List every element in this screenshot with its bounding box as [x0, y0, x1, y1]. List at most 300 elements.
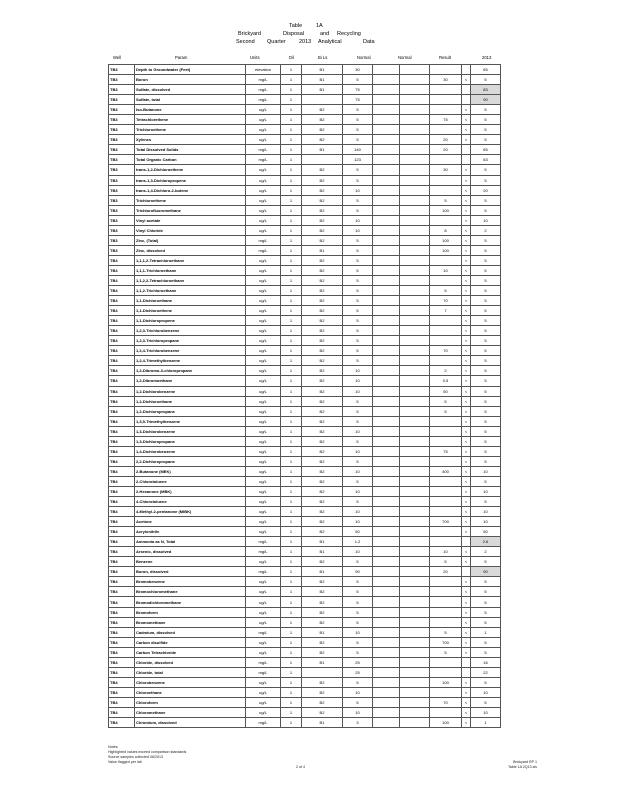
cell-blank: [400, 125, 430, 135]
cell-blank: [400, 416, 430, 426]
cell-units: ug/L: [246, 687, 281, 697]
cell-flag: <: [462, 597, 471, 607]
cell-flag: <: [462, 366, 471, 376]
cell-value: 2: [471, 547, 501, 557]
cell-flag: <: [462, 346, 471, 356]
table-row: [109, 205, 501, 215]
cell-well: TB4: [109, 697, 135, 707]
cell-param: Sulfate, dissolved: [135, 85, 246, 95]
cell-value: 10: [471, 486, 501, 496]
cell-dilution: 1: [281, 386, 302, 396]
cell-dilution: 1: [281, 255, 302, 265]
cell-bins: B2: [302, 356, 343, 366]
cell-value: 5: [471, 306, 501, 316]
cell-blank: [400, 115, 430, 125]
table-row: [109, 677, 501, 687]
cell-well: TB4: [109, 366, 135, 376]
cell-flag: <: [462, 175, 471, 185]
table-row: [109, 637, 501, 647]
cell-blank: [400, 265, 430, 275]
cell-standard: 5: [430, 627, 462, 637]
cell-blank: [373, 426, 400, 436]
cell-value: 5: [471, 557, 501, 567]
cell-normal: 10: [343, 366, 373, 376]
cell-bins: B1: [302, 547, 343, 557]
cell-standard: 75: [430, 115, 462, 125]
cell-param: Bromochloromethane: [135, 587, 246, 597]
cell-value: 5: [471, 105, 501, 115]
cell-normal: 5: [343, 697, 373, 707]
cell-normal: 5: [343, 275, 373, 285]
cell-flag: <: [462, 466, 471, 476]
cell-normal: 30: [343, 65, 373, 75]
cell-standard: 30: [430, 165, 462, 175]
cell-normal: 5: [343, 135, 373, 145]
cell-param: Sulfate, total: [135, 95, 246, 105]
cell-well: TB3: [109, 185, 135, 195]
cell-units: ug/L: [246, 497, 281, 507]
cell-standard: [430, 155, 462, 165]
cell-normal: 5: [343, 255, 373, 265]
cell-value: 65: [471, 65, 501, 75]
cell-well: TB4: [109, 527, 135, 537]
cell-value: 1: [471, 718, 501, 728]
cell-well: TB3: [109, 105, 135, 115]
cell-param: Acrylonitrile: [135, 527, 246, 537]
cell-units: ug/L: [246, 215, 281, 225]
cell-well: TB4: [109, 275, 135, 285]
cell-bins: B1: [302, 657, 343, 667]
cell-bins: [302, 667, 343, 677]
table-row: [109, 235, 501, 245]
cell-value: 5: [471, 446, 501, 456]
cell-value: 5: [471, 416, 501, 426]
cell-well: TB4: [109, 286, 135, 296]
cell-blank: [373, 65, 400, 75]
title-word-8: Analytical: [318, 39, 342, 45]
cell-param: Zinc, (Total): [135, 235, 246, 245]
cell-blank: [373, 185, 400, 195]
cell-standard: [430, 65, 462, 75]
cell-well: TB4: [109, 406, 135, 416]
cell-value: 5: [471, 597, 501, 607]
cell-well: TB4: [109, 507, 135, 517]
table-row: [109, 537, 501, 547]
cell-normal: 10: [343, 466, 373, 476]
cell-dilution: 1: [281, 627, 302, 637]
cell-standard: [430, 597, 462, 607]
cell-value: 5: [471, 617, 501, 627]
cell-normal: 5: [343, 316, 373, 326]
cell-blank: [373, 396, 400, 406]
cell-bins: B2: [302, 436, 343, 446]
cell-bins: B1: [302, 245, 343, 255]
table-row: [109, 386, 501, 396]
cell-flag: [462, 85, 471, 95]
cell-bins: B2: [302, 376, 343, 386]
cell-param: Chloride, dissolved: [135, 657, 246, 667]
cell-value: 5: [471, 326, 501, 336]
cell-value: 50: [471, 527, 501, 537]
cell-blank: [400, 476, 430, 486]
cell-value: 5: [471, 376, 501, 386]
cell-units: ug/L: [246, 326, 281, 336]
cell-bins: B2: [302, 426, 343, 436]
cell-blank: [373, 255, 400, 265]
cell-value: 10: [471, 708, 501, 718]
cell-dilution: 1: [281, 426, 302, 436]
cell-standard: 100: [430, 245, 462, 255]
cell-flag: <: [462, 486, 471, 496]
cell-param: 1,2-Dichloropropane: [135, 406, 246, 416]
cell-flag: <: [462, 476, 471, 486]
table-row: [109, 567, 501, 577]
cell-bins: [302, 155, 343, 165]
cell-dilution: 1: [281, 195, 302, 205]
title-word-table: Table: [289, 23, 303, 29]
cell-dilution: 1: [281, 265, 302, 275]
cell-value: 10: [471, 687, 501, 697]
cell-normal: 5: [343, 557, 373, 567]
cell-bins: B2: [302, 446, 343, 456]
cell-standard: 700: [430, 517, 462, 527]
cell-units: ug/L: [246, 517, 281, 527]
cell-value: 5: [471, 195, 501, 205]
cell-standard: [430, 426, 462, 436]
table-row: [109, 65, 501, 75]
cell-blank: [373, 306, 400, 316]
cell-value: 5: [471, 336, 501, 346]
cell-standard: 400: [430, 466, 462, 476]
cell-flag: <: [462, 326, 471, 336]
cell-blank: [373, 466, 400, 476]
table-row: [109, 597, 501, 607]
cell-well: TB3: [109, 155, 135, 165]
cell-normal: 5: [343, 396, 373, 406]
page-number: 2 of 4: [296, 765, 305, 769]
cell-value: 10: [471, 466, 501, 476]
cell-normal: 5: [343, 265, 373, 275]
cell-normal: 5: [343, 497, 373, 507]
cell-blank: [400, 376, 430, 386]
cell-units: ug/L: [246, 557, 281, 567]
cell-blank: [400, 225, 430, 235]
cell-flag: <: [462, 125, 471, 135]
cell-bins: B2: [302, 456, 343, 466]
cell-normal: 5: [343, 326, 373, 336]
cell-dilution: 1: [281, 446, 302, 456]
cell-normal: 25: [343, 667, 373, 677]
cell-well: TB3: [109, 205, 135, 215]
cell-bins: [302, 95, 343, 105]
cell-bins: B2: [302, 527, 343, 537]
cell-bins: B2: [302, 607, 343, 617]
cell-dilution: 1: [281, 456, 302, 466]
cell-param: Chloroethane: [135, 687, 246, 697]
cell-units: ug/L: [246, 205, 281, 215]
table-row: [109, 406, 501, 416]
cell-blank: [373, 547, 400, 557]
cell-flag: [462, 155, 471, 165]
cell-blank: [373, 275, 400, 285]
cell-dilution: 1: [281, 185, 302, 195]
cell-well: TB4: [109, 336, 135, 346]
cell-flag: <: [462, 356, 471, 366]
table-row: [109, 336, 501, 346]
cell-units: ug/L: [246, 577, 281, 587]
cell-blank: [373, 316, 400, 326]
cell-standard: 20: [430, 135, 462, 145]
cell-well: TB3: [109, 85, 135, 95]
title-word-7: 2013: [299, 39, 312, 45]
cell-bins: B2: [302, 316, 343, 326]
table-row: [109, 265, 501, 275]
table-row: [109, 356, 501, 366]
cell-well: TB4: [109, 547, 135, 557]
table-row: [109, 687, 501, 697]
cell-well: TB4: [109, 466, 135, 476]
cell-units: mg/L: [246, 537, 281, 547]
cell-bins: B2: [302, 306, 343, 316]
cell-units: ug/L: [246, 265, 281, 275]
cell-value: 22: [471, 667, 501, 677]
cell-blank: [400, 185, 430, 195]
cell-normal: 90: [343, 567, 373, 577]
cell-well: TB4: [109, 396, 135, 406]
cell-well: TB4: [109, 456, 135, 466]
cell-normal: 75: [343, 85, 373, 95]
cell-dilution: 1: [281, 376, 302, 386]
cell-units: ug/L: [246, 456, 281, 466]
cell-standard: 100: [430, 205, 462, 215]
cell-normal: 3: [343, 718, 373, 728]
cell-blank: [373, 537, 400, 547]
cell-flag: [462, 65, 471, 75]
cell-units: ug/L: [246, 647, 281, 657]
cell-normal: 5: [343, 296, 373, 306]
cell-flag: <: [462, 165, 471, 175]
footer-right-line: Brickyard RP 1: [513, 760, 537, 764]
cell-blank: [373, 296, 400, 306]
cell-blank: [373, 597, 400, 607]
cell-value: 5: [471, 697, 501, 707]
cell-standard: 700: [430, 637, 462, 647]
cell-param: Trichloroethene: [135, 195, 246, 205]
cell-units: ug/L: [246, 406, 281, 416]
table-row: [109, 306, 501, 316]
cell-bins: B2: [302, 125, 343, 135]
cell-blank: [400, 306, 430, 316]
cell-param: Xylenes: [135, 135, 246, 145]
cell-well: TB3: [109, 245, 135, 255]
cell-bins: B2: [302, 517, 343, 527]
cell-well: TB3: [109, 115, 135, 125]
cell-flag: <: [462, 275, 471, 285]
cell-blank: [373, 195, 400, 205]
cell-dilution: 1: [281, 155, 302, 165]
cell-bins: B2: [302, 105, 343, 115]
cell-blank: [400, 597, 430, 607]
table-row: [109, 145, 501, 155]
table-row: [109, 517, 501, 527]
cell-blank: [400, 326, 430, 336]
cell-param: 2-Hexanone (MBK): [135, 486, 246, 496]
cell-flag: [462, 567, 471, 577]
cell-flag: <: [462, 286, 471, 296]
cell-bins: B2: [302, 476, 343, 486]
cell-flag: <: [462, 316, 471, 326]
table-row: [109, 507, 501, 517]
cell-flag: <: [462, 235, 471, 245]
table-row: [109, 708, 501, 718]
cell-normal: 10: [343, 486, 373, 496]
cell-normal: 5: [343, 607, 373, 617]
cell-dilution: 1: [281, 607, 302, 617]
cell-param: Boron, dissolved: [135, 567, 246, 577]
cell-units: ug/L: [246, 286, 281, 296]
cell-dilution: 1: [281, 567, 302, 577]
cell-units: ug/L: [246, 366, 281, 376]
cell-blank: [400, 235, 430, 245]
cell-flag: <: [462, 527, 471, 537]
cell-standard: [430, 687, 462, 697]
cell-blank: [373, 486, 400, 496]
cell-param: Acetone: [135, 517, 246, 527]
cell-blank: [373, 215, 400, 225]
cell-dilution: 1: [281, 507, 302, 517]
cell-blank: [400, 547, 430, 557]
cell-bins: B2: [302, 416, 343, 426]
table-row: [109, 547, 501, 557]
cell-value: 5: [471, 265, 501, 275]
table-row: [109, 85, 501, 95]
cell-standard: [430, 416, 462, 426]
cell-blank: [400, 486, 430, 496]
cell-blank: [400, 617, 430, 627]
cell-well: TB3: [109, 235, 135, 245]
cell-standard: [430, 175, 462, 185]
cell-well: TB4: [109, 476, 135, 486]
table-row: [109, 215, 501, 225]
cell-flag: <: [462, 115, 471, 125]
cell-flag: <: [462, 396, 471, 406]
cell-bins: B2: [302, 617, 343, 627]
cell-normal: 123: [343, 155, 373, 165]
cell-flag: <: [462, 426, 471, 436]
cell-bins: B2: [302, 326, 343, 336]
cell-dilution: 1: [281, 657, 302, 667]
cell-normal: 5: [343, 587, 373, 597]
cell-units: ug/L: [246, 125, 281, 135]
cell-units: mg/L: [246, 718, 281, 728]
cell-value: 5: [471, 476, 501, 486]
cell-units: mg/L: [246, 95, 281, 105]
cell-blank: [373, 456, 400, 466]
cell-dilution: 1: [281, 115, 302, 125]
cell-flag: <: [462, 245, 471, 255]
col-header-normal: Normal: [357, 55, 371, 60]
cell-blank: [373, 627, 400, 637]
cell-value: 5: [471, 436, 501, 446]
cell-dilution: 1: [281, 677, 302, 687]
cell-blank: [373, 175, 400, 185]
cell-param: 1,1-Dichloroethene: [135, 306, 246, 316]
cell-param: Carbon disulfide: [135, 637, 246, 647]
table-row: [109, 316, 501, 326]
cell-bins: B2: [302, 507, 343, 517]
cell-param: Bromomethane: [135, 617, 246, 627]
cell-units: ug/L: [246, 446, 281, 456]
cell-standard: 7: [430, 306, 462, 316]
cell-units: ug/L: [246, 697, 281, 707]
cell-well: TB3: [109, 145, 135, 155]
cell-value: 5: [471, 677, 501, 687]
cell-units: mg/L: [246, 627, 281, 637]
cell-bins: B2: [302, 587, 343, 597]
cell-flag: <: [462, 456, 471, 466]
cell-bins: B2: [302, 185, 343, 195]
cell-standard: 100: [430, 718, 462, 728]
cell-flag: <: [462, 376, 471, 386]
cell-value: 5: [471, 135, 501, 145]
table-row: [109, 165, 501, 175]
cell-param: 1,1-Dichloroethane: [135, 296, 246, 306]
cell-well: TB4: [109, 708, 135, 718]
cell-units: ug/L: [246, 486, 281, 496]
cell-normal: 10: [343, 547, 373, 557]
cell-blank: [373, 406, 400, 416]
cell-well: TB4: [109, 557, 135, 567]
cell-well: TB4: [109, 537, 135, 547]
cell-bins: B2: [302, 296, 343, 306]
cell-blank: [400, 647, 430, 657]
cell-dilution: 1: [281, 245, 302, 255]
cell-blank: [400, 527, 430, 537]
cell-standard: 10: [430, 265, 462, 275]
title-word-1: Brickyard: [238, 31, 261, 37]
cell-blank: [400, 275, 430, 285]
cell-units: ug/L: [246, 105, 281, 115]
cell-flag: <: [462, 718, 471, 728]
table-row: [109, 225, 501, 235]
cell-param: Total Dissolved Solids: [135, 145, 246, 155]
cell-value: 5: [471, 607, 501, 617]
cell-standard: [430, 537, 462, 547]
table-row: [109, 466, 501, 476]
col-header-dil: Dil: [289, 55, 294, 60]
cell-units: ug/L: [246, 255, 281, 265]
cell-bins: B1: [302, 85, 343, 95]
cell-well: TB4: [109, 677, 135, 687]
cell-dilution: 1: [281, 547, 302, 557]
cell-normal: 10: [343, 687, 373, 697]
cell-well: TB3: [109, 215, 135, 225]
table-row: [109, 647, 501, 657]
table-row: [109, 617, 501, 627]
cell-well: TB3: [109, 175, 135, 185]
cell-bins: B2: [302, 366, 343, 376]
table-row: [109, 667, 501, 677]
cell-dilution: 1: [281, 406, 302, 416]
cell-flag: <: [462, 708, 471, 718]
cell-blank: [400, 336, 430, 346]
table-row: [109, 456, 501, 466]
cell-value: 5: [471, 255, 501, 265]
cell-blank: [400, 697, 430, 707]
cell-dilution: 1: [281, 105, 302, 115]
cell-well: TB3: [109, 165, 135, 175]
cell-dilution: 1: [281, 175, 302, 185]
